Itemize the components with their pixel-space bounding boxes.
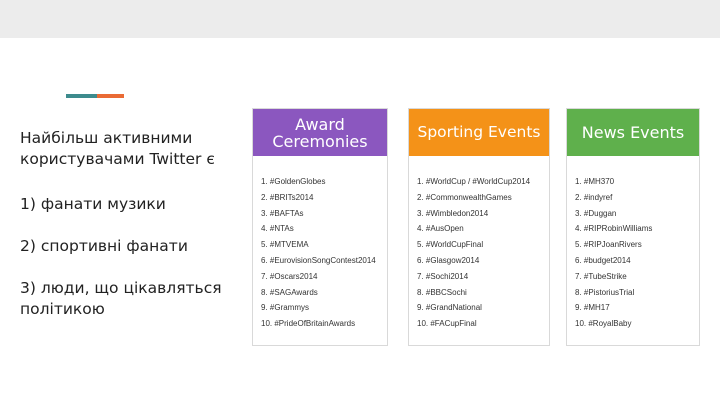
list-item: 6. #Glasgow2014 bbox=[417, 255, 480, 265]
list-item: 7. #Oscars2014 bbox=[261, 271, 318, 281]
accent-line-orange bbox=[97, 94, 124, 98]
list-item: 6. #budget2014 bbox=[575, 255, 631, 265]
list-item: 10. #PrideOfBritainAwards bbox=[261, 319, 356, 329]
list-item: 1. #GoldenGlobes bbox=[261, 177, 326, 186]
list-item: 8. #SAGAwards bbox=[261, 287, 318, 297]
list-item: 9. #GrandNational bbox=[417, 303, 482, 313]
list-item: 1. #WorldCup / #WorldCup2014 bbox=[417, 177, 531, 186]
list-item: 3. #Wimbledon2014 bbox=[417, 208, 489, 218]
intro-text: Найбільш активними користувачами Twitter є bbox=[20, 129, 215, 168]
news-events-header: News Events bbox=[567, 109, 699, 156]
list-item-music-fans: 1) фанати музики bbox=[20, 195, 166, 213]
list-item: 2. #indyref bbox=[575, 192, 613, 202]
news-events-panel bbox=[566, 108, 700, 346]
award-ceremonies-panel bbox=[252, 108, 388, 346]
list-item: 2. #CommonwealthGames bbox=[417, 192, 512, 202]
list-item: 3. #Duggan bbox=[575, 208, 617, 218]
list-item: 8. #BBCSochi bbox=[417, 287, 467, 297]
list-item: 4. #AusOpen bbox=[417, 224, 464, 234]
news-events-list bbox=[575, 174, 695, 332]
accent-line-teal bbox=[66, 94, 97, 98]
list-item: 4. #RIPRobinWilliams bbox=[575, 224, 653, 234]
list-item: 5. #RIPJoanRivers bbox=[575, 240, 642, 250]
list-item: 7. #Sochi2014 bbox=[417, 271, 469, 281]
list-item-politics: 3) люди, що цікавляться політикою bbox=[20, 279, 222, 318]
award-ceremonies-header: Award Ceremonies bbox=[253, 109, 387, 156]
list-item: 4. #NTAs bbox=[261, 224, 294, 234]
sporting-events-list bbox=[417, 174, 545, 332]
list-item: 8. #PistoriusTrial bbox=[575, 287, 635, 297]
list-item: 9. #MH17 bbox=[575, 303, 610, 313]
top-band bbox=[0, 0, 720, 38]
list-item: 9. #Grammys bbox=[261, 303, 310, 313]
sporting-events-header: Sporting Events bbox=[409, 109, 549, 156]
list-item: 2. #BRITs2014 bbox=[261, 192, 314, 202]
list-item: 5. #MTVEMA bbox=[261, 240, 309, 250]
list-item: 3. #BAFTAs bbox=[261, 208, 304, 218]
list-item-sports-fans: 2) спортивні фанати bbox=[20, 237, 188, 255]
list-item: 10. #FACupFinal bbox=[417, 319, 477, 329]
slide-text bbox=[20, 128, 242, 341]
list-item: 5. #WorldCupFinal bbox=[417, 240, 484, 250]
list-item: 6. #EurovisionSongContest2014 bbox=[261, 255, 376, 265]
accent-line bbox=[66, 94, 124, 98]
list-item: 10. #RoyalBaby bbox=[575, 319, 632, 329]
list-item: 7. #TubeStrike bbox=[575, 271, 627, 281]
list-item: 1. #MH370 bbox=[575, 177, 615, 186]
award-ceremonies-list bbox=[261, 174, 383, 332]
sporting-events-panel bbox=[408, 108, 550, 346]
